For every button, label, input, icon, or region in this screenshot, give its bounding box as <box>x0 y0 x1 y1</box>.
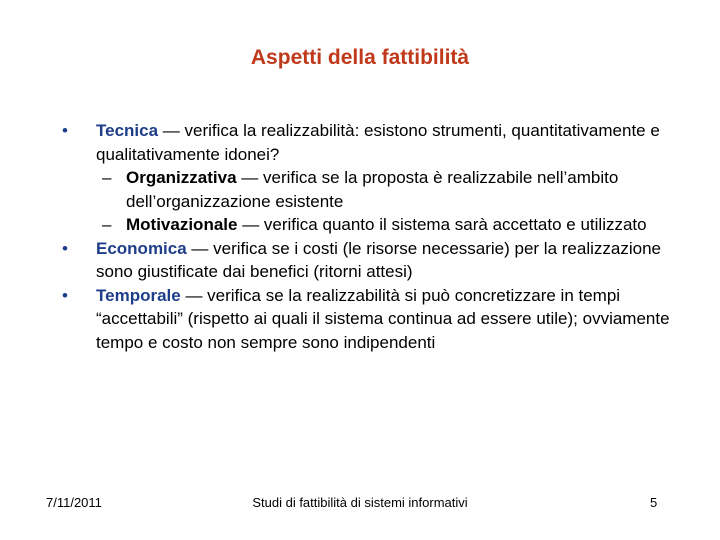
bullet-item-economica <box>62 237 702 284</box>
slide-title: Aspetti della fattibilità <box>250 46 470 69</box>
item-text: — verifica quanto il sistema sarà accettato e utilizzato <box>237 215 647 234</box>
footer-title: Studi di fattibilità di sistemi informativi <box>252 495 468 510</box>
keyword-organizzativa: Organizzativa <box>126 168 237 187</box>
page-number: 5 <box>650 495 658 510</box>
keyword-economica: Economica <box>96 238 187 258</box>
keyword-temporale: Temporale <box>96 285 181 305</box>
dash-marker: – <box>102 215 112 234</box>
keyword-tecnica: Tecnica <box>96 121 159 140</box>
dash-marker: – <box>102 168 112 187</box>
item-text: — verifica se i costi (le risorse necessarie) per la realizzazione sono giustificate dai benefici (ritorni attesi) <box>96 238 661 281</box>
footer-date: 7/11/2011 <box>46 495 102 510</box>
item-text: — verifica se la realizzabilità si può concretizzare in tempi “accettabili” (rispetto ai quali il sistema continua ad essere utile); ovviamente tempo e costo non sempre sono indipendenti <box>96 285 670 352</box>
subitem-organizzativa <box>62 166 702 213</box>
bullet-marker: • <box>62 285 68 305</box>
item-text: — verifica se la proposta è realizzabile nell’ambito dell’organizzazione esistente <box>126 168 619 211</box>
bullet-marker: • <box>62 121 68 140</box>
slide-content <box>62 119 702 354</box>
bullet-marker: • <box>62 238 68 258</box>
keyword-motivazionale: Motivazionale <box>126 215 238 234</box>
bullet-item-temporale <box>62 284 702 355</box>
item-text: — verifica la realizzabilità: esistono strumenti, quantitativamente e qualitativamente idonei? <box>96 121 660 164</box>
subitem-motivazionale <box>62 213 702 237</box>
bullet-item-tecnica <box>62 119 702 166</box>
